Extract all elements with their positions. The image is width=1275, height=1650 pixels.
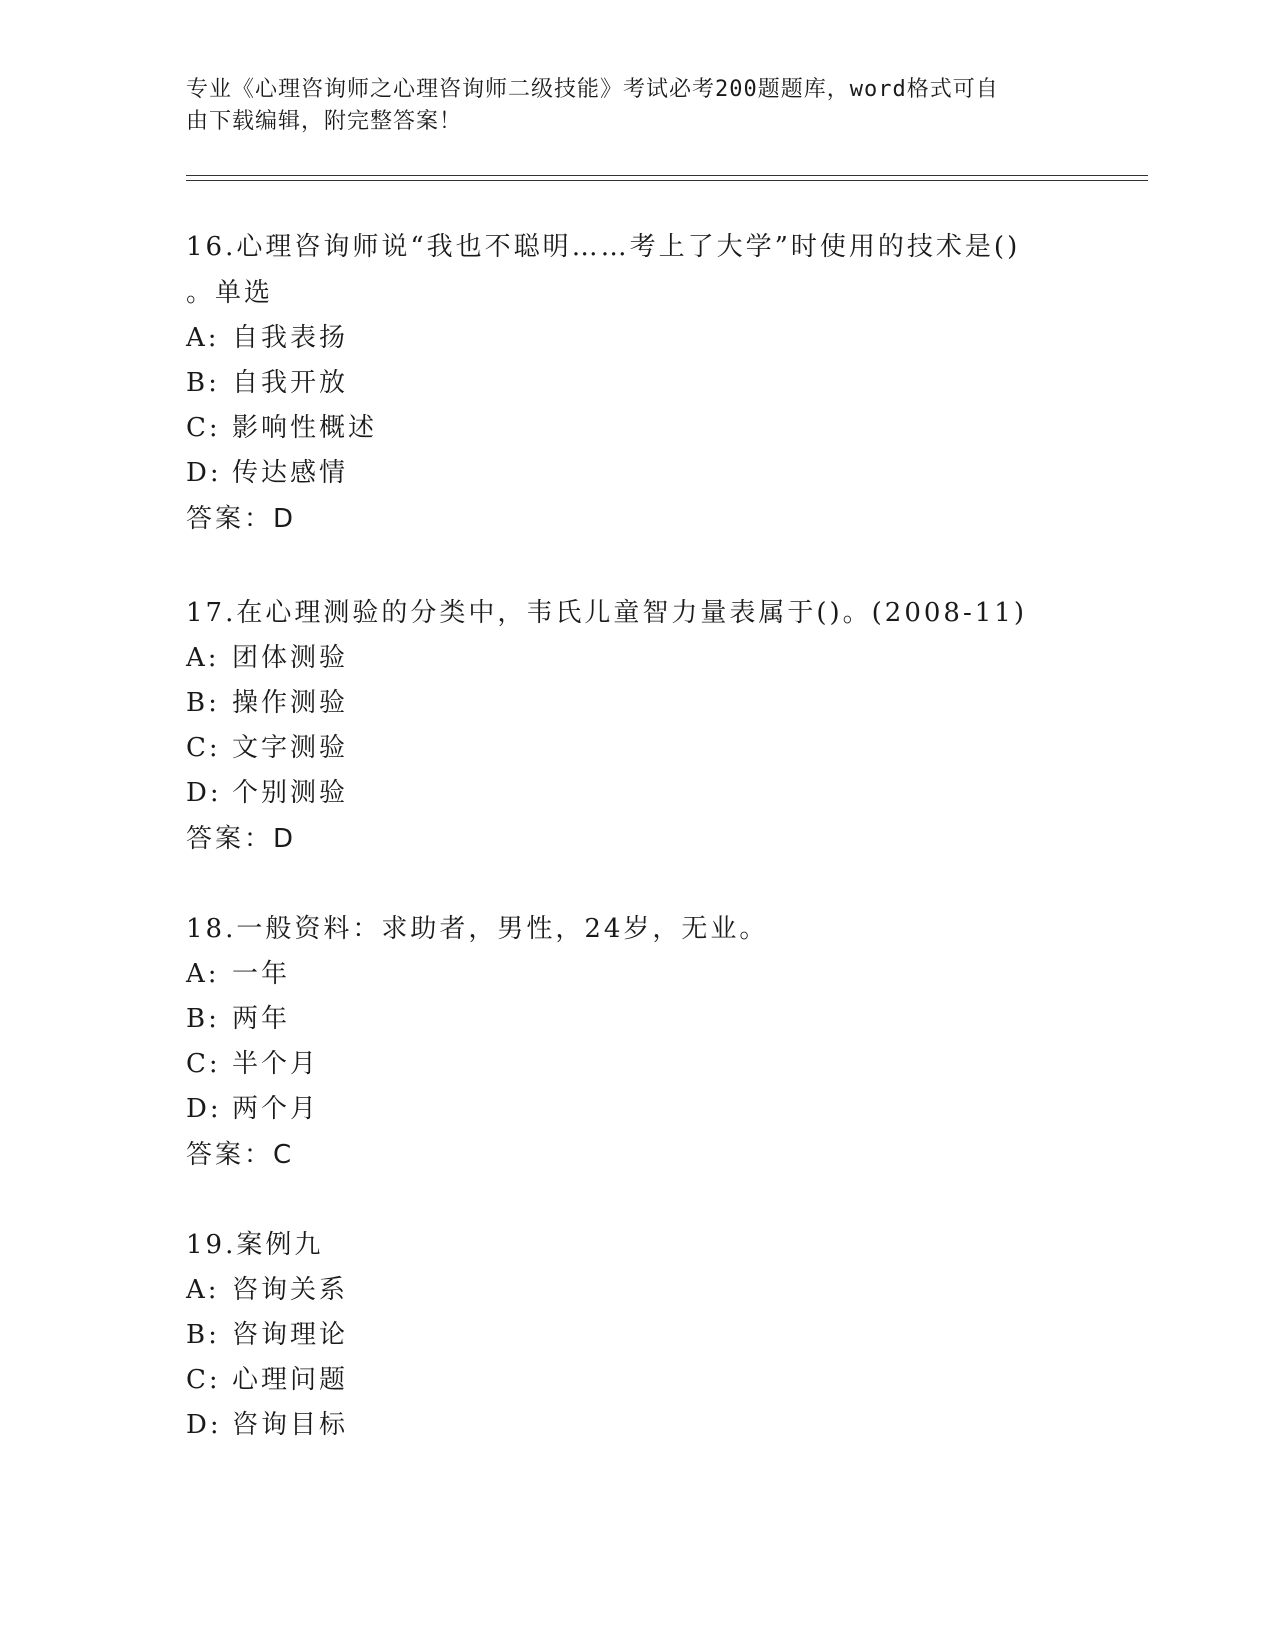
option-text: 传达感情 bbox=[232, 458, 349, 488]
option-key: B: bbox=[186, 688, 220, 718]
document-header bbox=[186, 74, 1066, 138]
header-line-1: 专业《心理咨询师之心理咨询师二级技能》考试必考200题题库，word格式可自 bbox=[186, 77, 999, 102]
option-b bbox=[186, 997, 1076, 1042]
option-key: C: bbox=[186, 1049, 221, 1079]
option-text: 影响性概述 bbox=[232, 413, 378, 443]
question-19 bbox=[186, 1222, 1076, 1448]
answer-line: 答案：D bbox=[186, 824, 297, 854]
option-text: 两个月 bbox=[232, 1094, 320, 1124]
option-text: 操作测验 bbox=[232, 688, 349, 718]
option-a bbox=[186, 316, 1076, 361]
question-stem: 19.案例九 bbox=[186, 1230, 324, 1260]
option-d bbox=[186, 451, 1076, 496]
option-c bbox=[186, 406, 1076, 451]
option-c bbox=[186, 1042, 1076, 1087]
header-divider-bottom bbox=[186, 180, 1148, 181]
question-16 bbox=[186, 224, 1076, 542]
option-key: A: bbox=[186, 959, 220, 989]
question-stem: 18.一般资料：求助者，男性，24岁，无业。 bbox=[186, 914, 769, 944]
option-key: D: bbox=[186, 1094, 222, 1124]
option-key: B: bbox=[186, 368, 220, 398]
option-text: 自我开放 bbox=[232, 368, 349, 398]
option-key: A: bbox=[186, 323, 220, 353]
option-b bbox=[186, 681, 1076, 726]
question-stem: 16.心理咨询师说“我也不聪明……考上了大学”时使用的技术是() bbox=[186, 232, 1021, 262]
answer-line: 答案：D bbox=[186, 504, 297, 534]
option-d bbox=[186, 1087, 1076, 1132]
option-key: D: bbox=[186, 458, 222, 488]
question-stem: 17.在心理测验的分类中，韦氏儿童智力量表属于()。(2008-11) bbox=[186, 598, 1027, 628]
header-divider-top bbox=[186, 175, 1148, 176]
option-key: C: bbox=[186, 413, 221, 443]
option-a bbox=[186, 952, 1076, 997]
option-text: 咨询理论 bbox=[232, 1320, 349, 1350]
option-c bbox=[186, 1358, 1076, 1403]
option-b bbox=[186, 361, 1076, 406]
option-text: 半个月 bbox=[232, 1049, 320, 1079]
option-text: 团体测验 bbox=[232, 643, 349, 673]
option-key: B: bbox=[186, 1320, 220, 1350]
question-17 bbox=[186, 590, 1076, 862]
option-key: D: bbox=[186, 778, 222, 808]
option-key: C: bbox=[186, 1365, 221, 1395]
header-line-2: 由下载编辑，附完整答案！ bbox=[186, 109, 463, 134]
option-key: A: bbox=[186, 643, 220, 673]
option-c bbox=[186, 726, 1076, 771]
option-text: 文字测验 bbox=[232, 733, 349, 763]
option-d bbox=[186, 1403, 1076, 1448]
option-text: 自我表扬 bbox=[232, 323, 349, 353]
question-18 bbox=[186, 906, 1076, 1178]
option-text: 个别测验 bbox=[232, 778, 349, 808]
option-key: D: bbox=[186, 1410, 222, 1440]
option-b bbox=[186, 1313, 1076, 1358]
option-text: 咨询关系 bbox=[232, 1275, 349, 1305]
option-text: 心理问题 bbox=[232, 1365, 349, 1395]
option-text: 咨询目标 bbox=[232, 1410, 349, 1440]
option-key: A: bbox=[186, 1275, 220, 1305]
option-text: 两年 bbox=[232, 1004, 291, 1034]
option-d bbox=[186, 771, 1076, 816]
option-text: 一年 bbox=[232, 959, 291, 989]
option-key: B: bbox=[186, 1004, 220, 1034]
option-a bbox=[186, 636, 1076, 681]
question-stem-continued: 。单选 bbox=[186, 278, 274, 308]
answer-line: 答案：C bbox=[186, 1140, 295, 1170]
option-a bbox=[186, 1268, 1076, 1313]
option-key: C: bbox=[186, 733, 221, 763]
